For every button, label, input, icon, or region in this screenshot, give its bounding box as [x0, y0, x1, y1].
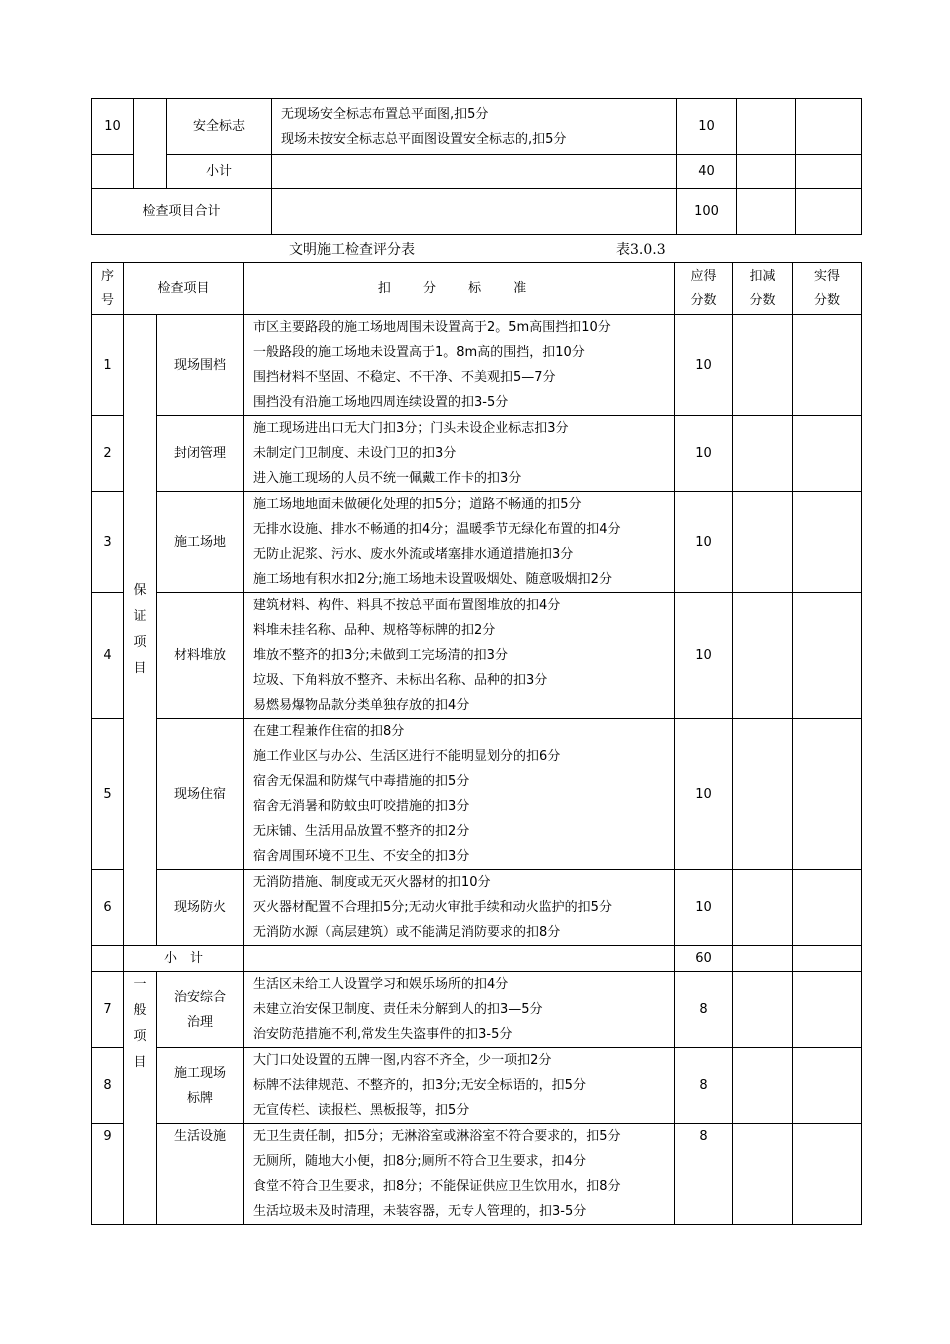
total-label: 检查项目合计 [92, 189, 272, 235]
header-item: 检查项目 [124, 263, 244, 315]
should-score: 10 [675, 416, 733, 492]
table-number: 表3.0.3 [616, 242, 666, 258]
deduction-criteria: 市区主要路段的施工场地周围未设置高于2。5m高围挡扣10分 一般路段的施工场地未设置高于1。8m高的围挡，扣10分 围挡材料不坚固、不稳定、不干净、不美观扣5—7分 围挡没有沿施工场地四周连续设置的扣3-5分 [244, 315, 675, 416]
empty-cell [796, 189, 862, 235]
empty-cell [793, 946, 862, 972]
empty-cell [272, 189, 677, 235]
header-should: 应得 分数 [675, 263, 733, 315]
row-number: 9 [92, 1124, 124, 1225]
table-row [92, 870, 862, 946]
should-score: 10 [677, 99, 737, 155]
table-row [92, 99, 862, 155]
should-score: 8 [675, 1048, 733, 1124]
row-number: 2 [92, 416, 124, 492]
row-number: 1 [92, 315, 124, 416]
criteria-line: 无现场安全标志布置总平面图,扣5分 [281, 106, 489, 122]
deduction-criteria: 无卫生责任制，扣5分；无淋浴室或淋浴室不符合要求的，扣5分 无厕所，随地大小便，扣8分;厕所不符合卫生要求，扣4分 食堂不符合卫生要求，扣8分；不能保证供应卫生饮用水，扣8分 生活垃圾未及时清理，未装容器，无专人管理的，扣3-5分 [244, 1124, 675, 1225]
deduction-criteria: 施工场地地面未做硬化处理的扣5分；道路不畅通的扣5分 无排水设施、排水不畅通的扣4分；温暖季节无绿化布置的扣4分 无防止泥浆、污水、废水外流或堵塞排水通道措施扣3分 施工场地有积水扣2分;施工场地未设置吸烟处、随意吸烟扣2分 [244, 492, 675, 593]
empty-cell [733, 946, 793, 972]
table-name: 文明施工检查评分表 [289, 242, 415, 258]
subtotal-row [92, 946, 862, 972]
civilized-construction-score-table [91, 262, 862, 1225]
should-score: 10 [675, 870, 733, 946]
header-no: 序 号 [92, 263, 124, 315]
actual-score [793, 492, 862, 593]
empty-cell [92, 155, 134, 189]
should-score: 10 [675, 492, 733, 593]
row-number: 8 [92, 1048, 124, 1124]
table-row [92, 972, 862, 1048]
empty-cell [92, 946, 124, 972]
deduct-score [733, 972, 793, 1048]
check-item: 材料堆放 [157, 593, 244, 719]
row-number: 5 [92, 719, 124, 870]
empty-cell [272, 155, 677, 189]
deduct-score [733, 593, 793, 719]
should-score: 10 [675, 719, 733, 870]
check-item: 施工场地 [157, 492, 244, 593]
table-row [92, 593, 862, 719]
actual-score [793, 1048, 862, 1124]
check-item: 安全标志 [167, 99, 272, 155]
check-item: 现场防火 [157, 870, 244, 946]
row-number: 3 [92, 492, 124, 593]
deduct-score [733, 492, 793, 593]
table-row [92, 492, 862, 593]
deduction-criteria: 施工现场进出口无大门扣3分；门头未设企业标志扣3分 未制定门卫制度、未设门卫的扣3分 进入施工现场的人员不统一佩戴工作卡的扣3分 [244, 416, 675, 492]
deduction-criteria: 无消防措施、制度或无灭火器材的扣10分 灭火器材配置不合理扣5分;无动火审批手续和动火监护的扣5分 无消防水源（高层建筑）或不能满足消防要求的扣8分 [244, 870, 675, 946]
deduct-score [733, 1048, 793, 1124]
header-criteria: 扣 分 标 准 [244, 263, 675, 315]
subtotal-label: 小计 [167, 155, 272, 189]
actual-score [793, 416, 862, 492]
table-row [92, 315, 862, 416]
header-deduct: 扣减 分数 [733, 263, 793, 315]
should-score: 8 [675, 1124, 733, 1225]
deduct-score [733, 870, 793, 946]
deduct-score [737, 99, 796, 155]
should-score: 10 [675, 315, 733, 416]
table-row [92, 719, 862, 870]
should-score: 10 [675, 593, 733, 719]
row-number: 4 [92, 593, 124, 719]
deduct-score [733, 1124, 793, 1225]
table-title [91, 240, 861, 260]
empty-cell [737, 155, 796, 189]
subtotal-score: 60 [675, 946, 733, 972]
row-number: 10 [92, 99, 134, 155]
group-guarantee: 保 证 项 目 [124, 315, 157, 946]
subtotal-label: 小 计 [124, 946, 244, 972]
should-score: 8 [675, 972, 733, 1048]
deduction-criteria: 大门口处设置的五牌一图,内容不齐全，少一项扣2分 标牌不法律规范、不整齐的，扣3分;无安全标语的，扣5分 无宣传栏、读报栏、黑板报等，扣5分 [244, 1048, 675, 1124]
check-item: 现场围档 [157, 315, 244, 416]
actual-score [793, 870, 862, 946]
group-general: 一 般 项 目 [124, 972, 157, 1225]
empty-cell [244, 946, 675, 972]
check-item: 生活设施 [157, 1124, 244, 1225]
actual-score [793, 1124, 862, 1225]
subtotal-row [92, 155, 862, 189]
deduction-criteria [272, 99, 677, 155]
deduct-score [733, 416, 793, 492]
actual-score [793, 719, 862, 870]
actual-score [793, 972, 862, 1048]
deduction-criteria: 建筑材料、构件、料具不按总平面布置图堆放的扣4分 料堆未挂名称、品种、规格等标牌的扣2分 堆放不整齐的扣3分;未做到工完场清的扣3分 垃圾、下角料放不整齐、未标出名称、品种的扣3分 易燃易爆物品款分类单独存放的扣4分 [244, 593, 675, 719]
actual-score [793, 593, 862, 719]
previous-score-table [91, 98, 862, 235]
check-item: 现场住宿 [157, 719, 244, 870]
criteria-line: 现场未按安全标志总平面图设置安全标志的,扣5分 [281, 131, 567, 147]
actual-score [796, 99, 862, 155]
total-score: 100 [677, 189, 737, 235]
deduction-criteria: 生活区未给工人设置学习和娱乐场所的扣4分 未建立治安保卫制度、责任未分解到人的扣3—5分 治安防范措施不利,常发生失盗事件的扣3-5分 [244, 972, 675, 1048]
actual-score [793, 315, 862, 416]
check-item: 治安综合 治理 [157, 972, 244, 1048]
row-number: 6 [92, 870, 124, 946]
empty-cell [737, 189, 796, 235]
total-row [92, 189, 862, 235]
check-item: 施工现场 标牌 [157, 1048, 244, 1124]
deduct-score [733, 315, 793, 416]
check-item: 封闭管理 [157, 416, 244, 492]
header-row [92, 263, 862, 315]
header-actual: 实得 分数 [793, 263, 862, 315]
deduction-criteria: 在建工程兼作住宿的扣8分 施工作业区与办公、生活区进行不能明显划分的扣6分 宿舍无保温和防煤气中毒措施的扣5分 宿舍无消暑和防蚊虫叮咬措施的扣3分 无床铺、生活用品放置不整齐的扣2分 宿舍周围环境不卫生、不安全的扣3分 [244, 719, 675, 870]
deduct-score [733, 719, 793, 870]
group-cell [134, 99, 167, 189]
row-number: 7 [92, 972, 124, 1048]
subtotal-score: 40 [677, 155, 737, 189]
table-row [92, 1048, 862, 1124]
table-row [92, 416, 862, 492]
empty-cell [796, 155, 862, 189]
table-row [92, 1124, 862, 1225]
